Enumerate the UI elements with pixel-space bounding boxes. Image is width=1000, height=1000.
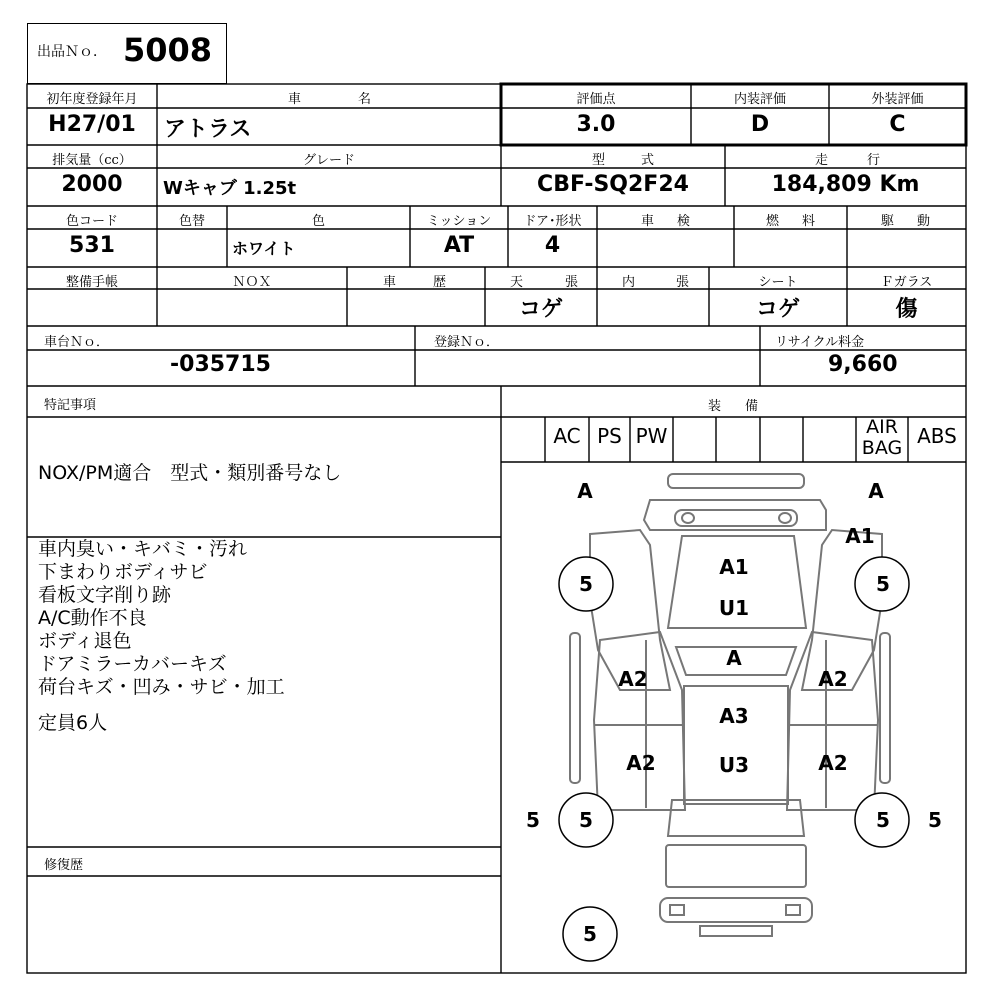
mark-tire-rl-outer: 5 [526,808,540,832]
mark-cargo-bed: A3 [719,704,749,728]
mileage-label-a: 走 [815,153,829,168]
glass-value: 傷 [895,297,918,322]
drive-label-b: 動 [917,214,931,229]
lining-label-b: 張 [676,275,690,290]
roof-value: コゲ [518,297,563,322]
history-label-a: 車 [383,275,397,290]
car-name-label-a: 車 [288,92,302,107]
model-label-a: 型 [592,153,606,168]
equipment-ac: AC [553,424,581,448]
lining-label-a: 内 [622,275,636,290]
equipment-label-a: 装 [708,399,722,414]
score-label: 評価点 [576,92,616,107]
mark-tire-rr: 5 [876,808,890,832]
exterior-value: C [889,112,906,137]
grade-label: グレード [302,153,355,168]
repair-label: 修復歴 [44,858,84,873]
color-value: ホワイト [232,239,296,258]
mark-right-front-fender: A1 [845,524,875,548]
doors-label: ドア･形状 [523,214,582,229]
remarks-item: ドアミラーカバーキズ [38,653,227,675]
remarks-label: 特記事項 [44,398,97,413]
seat-label: シート [758,275,798,290]
mark-tire-fr: 5 [876,572,890,596]
drive-label-a: 駆 [881,214,895,229]
score-value: 3.0 [576,112,616,137]
model-label-b: 式 [641,153,655,168]
transmission-value: AT [443,233,475,258]
inspection-label-a: 車 [641,214,655,229]
remarks-item: 車内臭い・キバミ・汚れ [38,538,248,560]
roof-label-b: 張 [565,275,579,290]
chassis-label: 車台Ｎｏ． [44,335,110,350]
remarks-item: 荷台キズ・凹み・サビ・加工 [38,676,285,698]
equipment-abs: ABS [917,424,957,448]
grade-value: Wキャブ 1.25t [163,178,297,199]
displacement-label: 排気量（cc） [52,153,132,168]
nox-label: ＮＯＸ [232,275,272,290]
recycle-label: リサイクル料金 [775,335,865,350]
chassis-value: -035715 [170,352,271,377]
mark-windshield: A1 [719,555,749,579]
mark-right-front-door: A2 [818,667,848,691]
mark-right-rear-door: A2 [818,751,848,775]
registration-label: 登録Ｎｏ． [434,335,500,350]
fuel-label-a: 燃 [766,214,780,229]
remarks-capacity: 定員6人 [38,712,108,734]
displacement-value: 2000 [61,172,123,197]
model-value: CBF-SQ2F24 [537,172,689,197]
remarks-item: ボディ退色 [38,630,132,652]
remarks-item: 下まわりボディサビ [38,561,208,583]
exterior-label: 外装評価 [871,92,924,107]
mark-tire-rl: 5 [579,808,593,832]
color-label: 色 [311,214,325,229]
interior-label: 内装評価 [733,92,786,107]
maintenance-label: 整備手帳 [65,275,118,290]
seat-value: コゲ [755,297,800,322]
mileage-value: 184,809 Km [771,172,920,197]
equipment-pw: PW [635,424,668,448]
interior-value: D [750,112,770,137]
first-reg-label: 初年度登録年月 [46,92,138,107]
mark-roof-front: U1 [718,596,750,620]
airbag-line-1: AIR [866,416,898,438]
mark-cargo-floor: U3 [718,753,750,777]
color-change-label: 色替 [178,214,205,229]
equipment-ps: PS [597,424,622,448]
inspection-label-b: 検 [677,214,691,229]
mark-tire-rr-outer: 5 [928,808,942,832]
mark-front-right-corner: A [868,479,884,503]
mark-spare-tire: 5 [583,922,597,946]
mark-tire-fl: 5 [579,572,593,596]
mark-front-left-corner: A [577,479,593,503]
car-name-value: アトラス [164,117,252,142]
remarks-line-1: NOX/PM適合 型式・類別番号なし [38,462,342,484]
mark-left-rear-door: A2 [626,751,656,775]
mark-left-front-door: A2 [618,667,648,691]
lot-number-label: 出品Ｎｏ． [37,44,107,60]
lot-number: 5008 [123,31,213,69]
roof-label-a: 天 [510,275,524,290]
color-code-value: 531 [69,233,115,258]
color-code-label: 色コード [65,214,118,229]
recycle-value: 9,660 [828,352,898,377]
airbag-line-2: BAG [861,437,903,459]
car-name-label-b: 名 [358,92,372,107]
equipment-label-b: 備 [745,399,759,414]
first-reg-value: H27/01 [48,112,136,137]
mileage-label-b: 行 [867,153,881,168]
mark-cab-back: A [726,646,742,670]
transmission-label: ミッション [426,214,492,229]
remarks-item: A/C動作不良 [38,607,147,629]
history-label-b: 歴 [433,275,447,290]
doors-value: 4 [544,233,561,258]
fuel-label-b: 料 [802,214,816,229]
remarks-item: 看板文字削り跡 [38,584,172,606]
glass-label: Ｆガラス [880,275,933,290]
